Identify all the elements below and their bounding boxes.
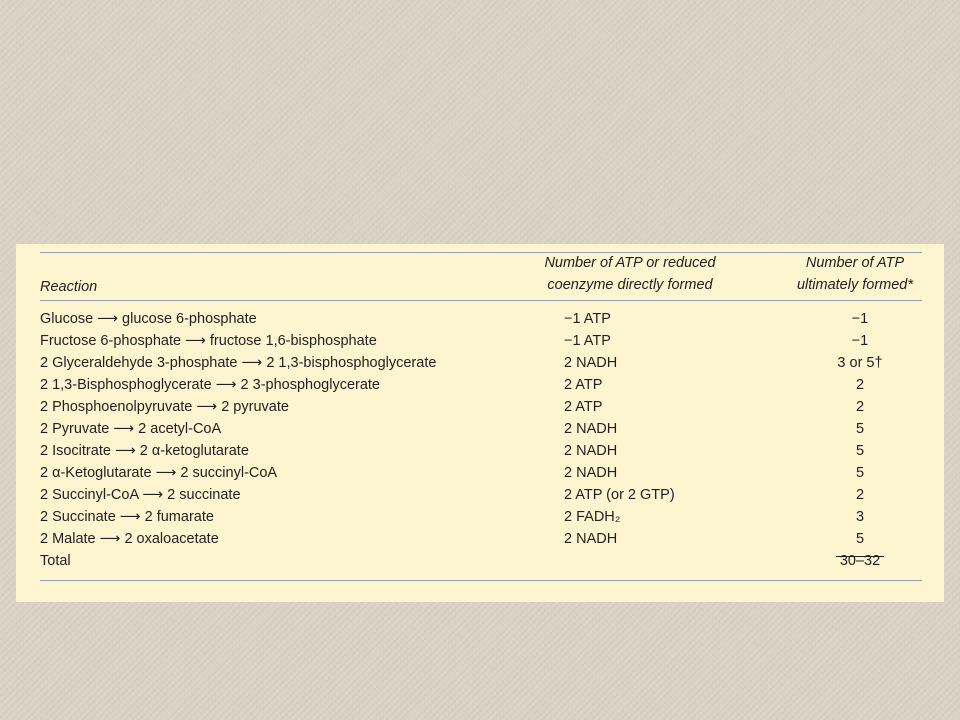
table-row <box>40 462 922 484</box>
table-row <box>40 352 922 374</box>
cell-direct: 2 NADH <box>564 531 618 547</box>
cell-reaction: Glucose ⟶ glucose 6-phosphate <box>40 311 257 327</box>
cell-ultimate: 2 <box>855 399 865 415</box>
cell-direct: 2 NADH <box>564 355 618 371</box>
cell-ultimate: −1 <box>851 311 869 327</box>
cell-reaction: Fructose 6-phosphate ⟶ fructose 1,6-bisphosphate <box>40 333 377 349</box>
cell-reaction: 2 Isocitrate ⟶ 2 α-ketoglutarate <box>40 443 249 459</box>
table-row <box>40 484 922 506</box>
cell-direct: −1 ATP <box>564 311 611 327</box>
total-label: Total <box>40 553 71 569</box>
cell-direct: −1 ATP <box>564 333 611 349</box>
cell-direct: 2 ATP <box>564 399 603 415</box>
header-direct <box>530 252 730 296</box>
cell-ultimate: 5 <box>855 421 865 437</box>
table-row <box>40 308 922 330</box>
header-ultimate <box>780 252 930 296</box>
total-row <box>40 550 922 572</box>
cell-direct: 2 ATP (or 2 GTP) <box>564 487 675 503</box>
cell-reaction: 2 Succinyl-CoA ⟶ 2 succinate <box>40 487 241 503</box>
table-row <box>40 374 922 396</box>
table-row <box>40 528 922 550</box>
cell-reaction: 2 Pyruvate ⟶ 2 acetyl-CoA <box>40 421 222 437</box>
cell-reaction: 2 α-Ketoglutarate ⟶ 2 succinyl-CoA <box>40 465 278 481</box>
total-value: 30–32 <box>839 553 881 569</box>
table-row <box>40 440 922 462</box>
table-row <box>40 330 922 352</box>
cell-direct: 2 NADH <box>564 443 618 459</box>
table-row <box>40 396 922 418</box>
cell-ultimate: 3 or 5† <box>837 355 883 371</box>
cell-direct: 2 FADH₂ <box>564 509 621 525</box>
cell-ultimate: 5 <box>855 465 865 481</box>
header-direct-line1: Number of ATP or reduced <box>544 255 716 271</box>
cell-ultimate: 2 <box>855 377 865 393</box>
cell-ultimate: 3 <box>855 509 865 525</box>
table-panel <box>16 244 944 602</box>
header-ultimate-line2: ultimately formed* <box>796 277 914 293</box>
header-reaction: Reaction <box>40 279 98 295</box>
header-rule <box>40 300 922 301</box>
cell-reaction: 2 1,3-Bisphosphoglycerate ⟶ 2 3-phosphoglycerate <box>40 377 380 393</box>
cell-reaction: 2 Phosphoenolpyruvate ⟶ 2 pyruvate <box>40 399 289 415</box>
cell-ultimate: 5 <box>855 443 865 459</box>
table-row <box>40 506 922 528</box>
cell-ultimate: 2 <box>855 487 865 503</box>
cell-direct: 2 ATP <box>564 377 603 393</box>
header-direct-line2: coenzyme directly formed <box>547 277 713 293</box>
cell-ultimate: 5 <box>855 531 865 547</box>
cell-reaction: 2 Glyceraldehyde 3-phosphate ⟶ 2 1,3-bisphosphoglycerate <box>40 355 437 371</box>
cell-ultimate: −1 <box>851 333 869 349</box>
cell-direct: 2 NADH <box>564 421 618 437</box>
cell-direct: 2 NADH <box>564 465 618 481</box>
cell-reaction: 2 Succinate ⟶ 2 fumarate <box>40 509 214 525</box>
bottom-rule <box>40 580 922 581</box>
header-ultimate-line1: Number of ATP <box>805 255 905 271</box>
table-row <box>40 418 922 440</box>
cell-reaction: 2 Malate ⟶ 2 oxaloacetate <box>40 531 219 547</box>
